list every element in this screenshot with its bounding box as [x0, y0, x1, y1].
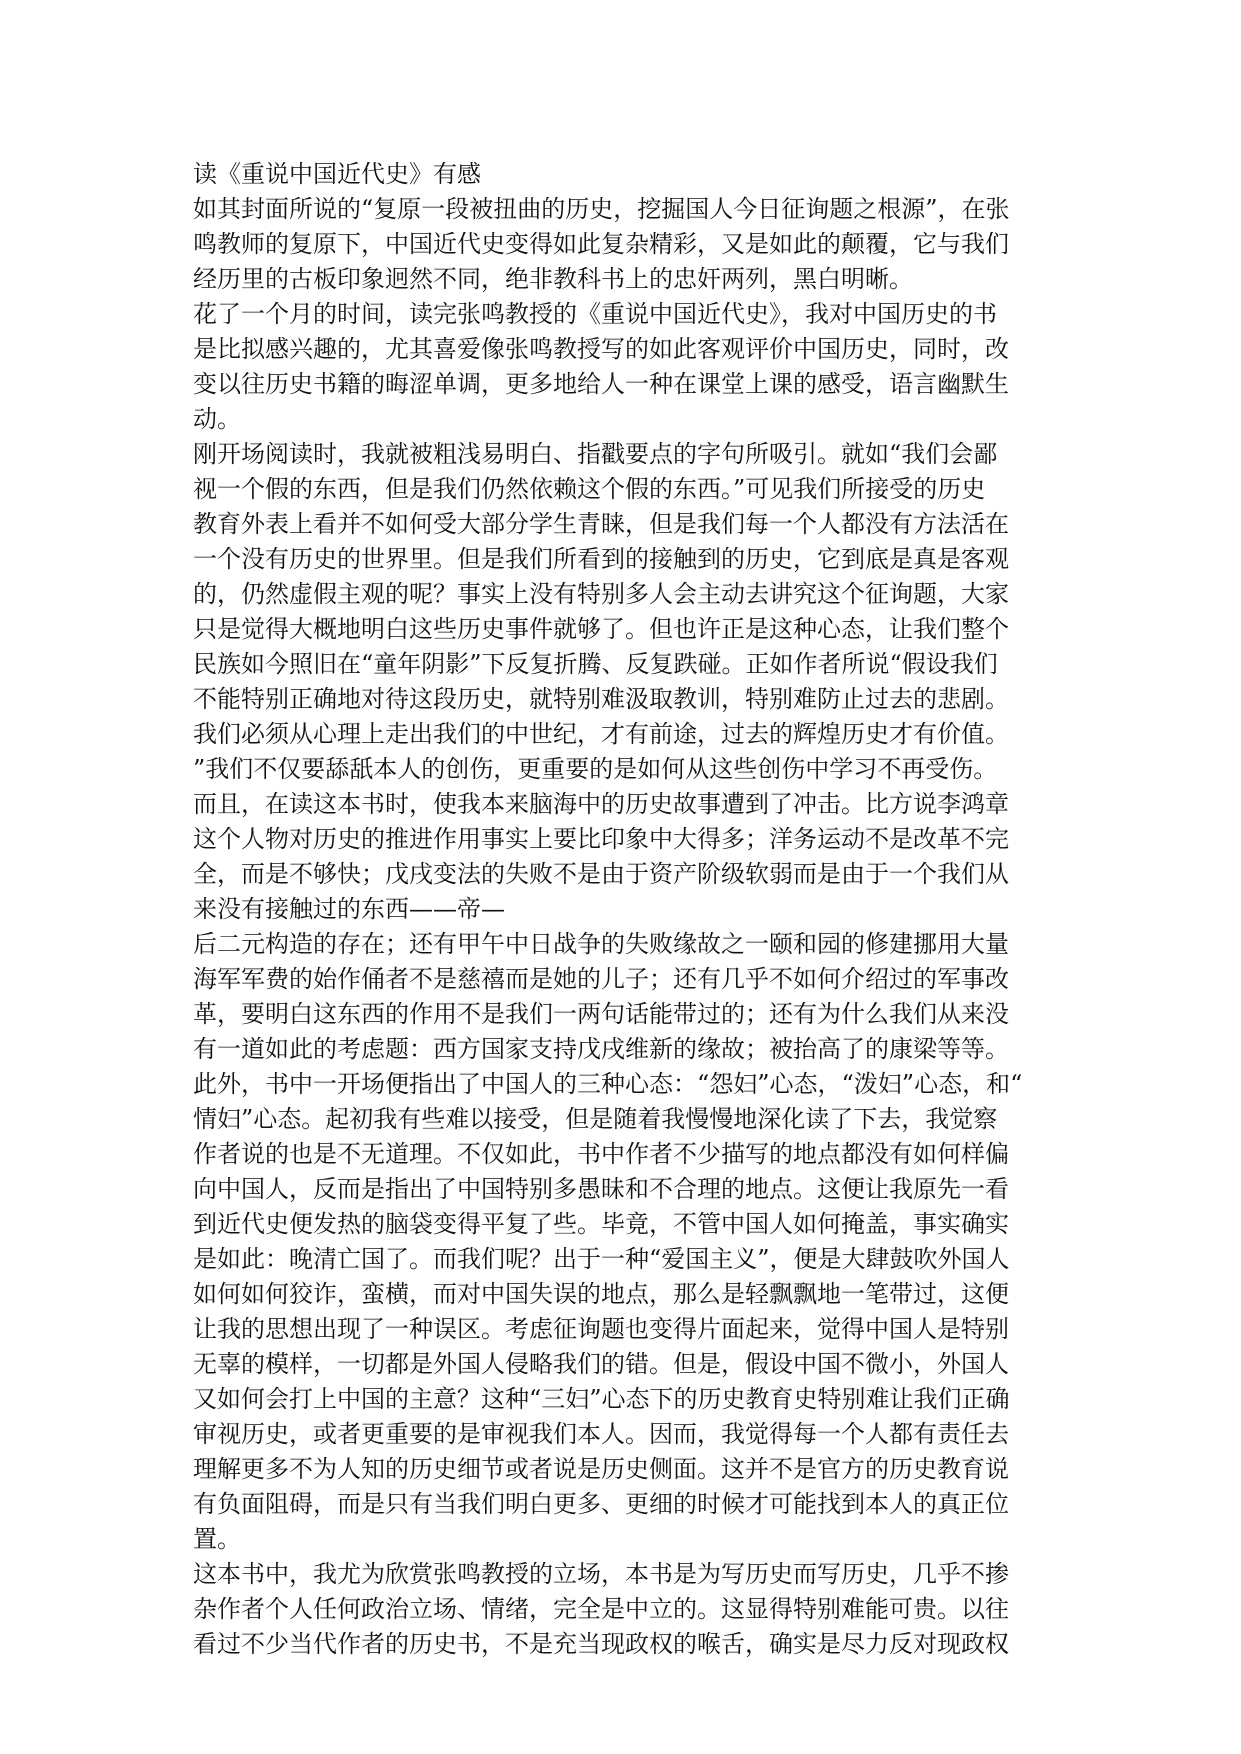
- text-line: 向中国人，反而是指出了中国特别多愚昧和不合理的地点。这便让我原先一看: [193, 1175, 1009, 1203]
- text-line: 理解更多不为人知的历史细节或者说是历史侧面。这并不是官方的历史教育说: [193, 1455, 1009, 1483]
- text-line: 经历里的古板印象迥然不同，绝非教科书上的忠奸两列，黑白明晰。: [193, 265, 913, 293]
- text-line: 此外，书中一开场便指出了中国人的三种心态：“怨妇”心态，“泼妇”心态，和“: [193, 1070, 1023, 1098]
- text-line: 有负面阻碍，而是只有当我们明白更多、更细的时候才可能找到本人的真正位: [193, 1490, 1009, 1518]
- text-line: 这个人物对历史的推进作用事实上要比印象中大得多；洋务运动不是改革不完: [193, 825, 1009, 853]
- text-line: 而且，在读这本书时，使我本来脑海中的历史故事遭到了冲击。比方说李鸿章: [193, 790, 1009, 818]
- text-line: 我们必须从心理上走出我们的中世纪，才有前途，过去的辉煌历史才有价值。: [193, 720, 1009, 748]
- text-line: 教育外表上看并不如何受大部分学生青睐，但是我们每一个人都没有方法活在: [193, 510, 1009, 538]
- text-line: 鸣教师的复原下，中国近代史变得如此复杂精彩，又是如此的颠覆，它与我们: [193, 230, 1009, 258]
- text-line: 是如此：晚清亡国了。而我们呢？出于一种“爱国主义”，便是大肆鼓吹外国人: [193, 1245, 1010, 1273]
- text-line: 又如何会打上中国的主意？这种“三妇”心态下的历史教育史特别难让我们正确: [193, 1385, 1010, 1413]
- text-line: 海军军费的始作俑者不是慈禧而是她的儿子；还有几乎不如何介绍过的军事改: [193, 965, 1009, 993]
- text-line: 看过不少当代作者的历史书，不是充当现政权的喉舌，确实是尽力反对现政权: [193, 1630, 1009, 1658]
- text-line: 动。: [193, 405, 241, 433]
- text-line: 情妇”心态。起初我有些难以接受，但是随着我慢慢地深化读了下去，我觉察: [193, 1105, 998, 1133]
- text-line: 不能特别正确地对待这段历史，就特别难汲取教训，特别难防止过去的悲剧。: [193, 685, 1009, 713]
- text-line: 审视历史，或者更重要的是审视我们本人。因而，我觉得每一个人都有责任去: [193, 1420, 1009, 1448]
- text-line: 杂作者个人任何政治立场、情绪，完全是中立的。这显得特别难能可贵。以往: [193, 1595, 1009, 1623]
- text-line: 一个没有历史的世界里。但是我们所看到的接触到的历史，它到底是真是客观: [193, 545, 1009, 573]
- text-line: 如何如何狡诈，蛮横，而对中国失误的地点，那么是轻飘飘地一笔带过，这便: [193, 1280, 1009, 1308]
- text-line: 来没有接触过的东西——帝—: [193, 895, 505, 923]
- text-line: 这本书中，我尤为欣赏张鸣教授的立场，本书是为写历史而写历史，几乎不掺: [193, 1560, 1009, 1588]
- text-line: 后二元构造的存在；还有甲午中日战争的失败缘故之一颐和园的修建挪用大量: [193, 930, 1009, 958]
- text-line: 无辜的模样，一切都是外国人侵略我们的错。但是，假设中国不微小，外国人: [193, 1350, 1009, 1378]
- text-line: 如其封面所说的“复原一段被扭曲的历史，挖掘国人今日征询题之根源”，在张: [193, 195, 1010, 223]
- text-line: 作者说的也是不无道理。不仅如此，书中作者不少描写的地点都没有如何样偏: [193, 1140, 1009, 1168]
- text-line: 让我的思想出现了一种误区。考虑征询题也变得片面起来，觉得中国人是特别: [193, 1315, 1009, 1343]
- document-title: 读《重说中国近代史》有感: [193, 160, 481, 188]
- text-line: 视一个假的东西，但是我们仍然依赖这个假的东西。”可见我们所接受的历史: [193, 475, 986, 503]
- text-line: 置。: [193, 1525, 241, 1553]
- text-line: 民族如今照旧在“童年阴影”下反复折腾、反复跌碰。正如作者所说“假设我们: [193, 650, 998, 678]
- text-line: 有一道如此的考虑题：西方国家支持戊戌维新的缘故；被抬高了的康梁等等。: [193, 1035, 1009, 1063]
- document-page: [193, 157, 1053, 1662]
- text-line: 刚开场阅读时，我就被粗浅易明白、指戳要点的字句所吸引。就如“我们会鄙: [193, 440, 998, 468]
- text-line: 的，仍然虚假主观的呢？事实上没有特别多人会主动去讲究这个征询题，大家: [193, 580, 1009, 608]
- document-body: [193, 192, 1053, 1662]
- text-line: 是比拟感兴趣的，尤其喜爱像张鸣教授写的如此客观评价中国历史，同时，改: [193, 335, 1009, 363]
- text-line: 只是觉得大概地明白这些历史事件就够了。但也许正是这种心态，让我们整个: [193, 615, 1009, 643]
- text-line: 到近代史便发热的脑袋变得平复了些。毕竟，不管中国人如何掩盖，事实确实: [193, 1210, 1009, 1238]
- text-line: 变以往历史书籍的晦涩单调，更多地给人一种在课堂上课的感受，语言幽默生: [193, 370, 1009, 398]
- text-line: 花了一个月的时间，读完张鸣教授的《重说中国近代史》，我对中国历史的书: [193, 300, 997, 328]
- text-line: 革，要明白这东西的作用不是我们一两句话能带过的；还有为什么我们从来没: [193, 1000, 1009, 1028]
- text-line: 全，而是不够快；戊戌变法的失败不是由于资产阶级软弱而是由于一个我们从: [193, 860, 1009, 888]
- text-line: ”我们不仅要舔舐本人的创伤，更重要的是如何从这些创伤中学习不再受伤。: [193, 755, 998, 783]
